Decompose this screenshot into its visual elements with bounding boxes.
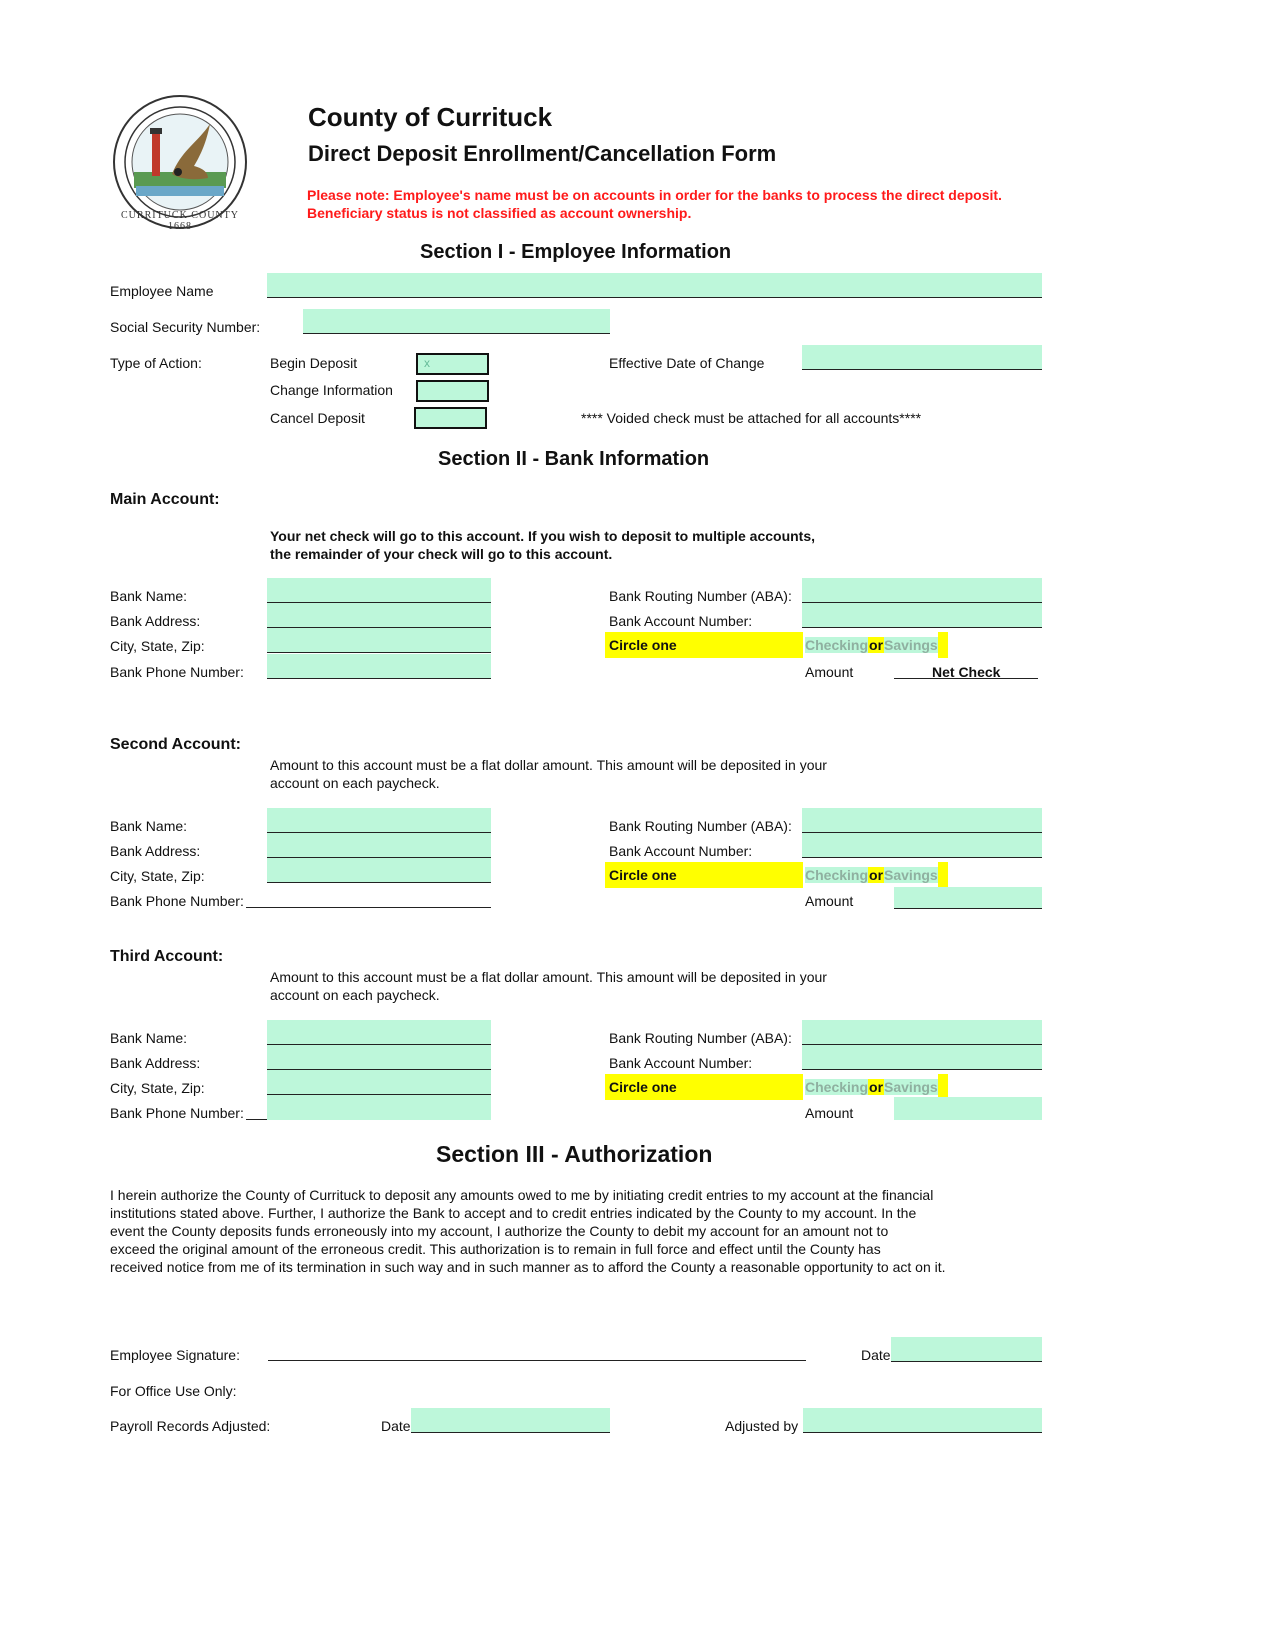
second-bank-address-field[interactable] <box>267 833 491 858</box>
begin-deposit-checkbox[interactable]: x <box>416 353 489 375</box>
authorization-line2: institutions stated above. Further, I authorize the Bank to accept and to credit entries indicated by the County to my account. In the <box>110 1205 917 1221</box>
authorization-line4: exceed the original amount of the erroneous credit. This authorization is to remain in full force and effect until the County has <box>110 1241 881 1257</box>
third-city-state-zip-label: City, State, Zip: <box>110 1080 205 1096</box>
change-information-label: Change Information <box>270 382 393 398</box>
change-information-checkbox[interactable] <box>416 380 489 402</box>
main-routing-field[interactable] <box>802 578 1042 603</box>
cancel-deposit-checkbox[interactable] <box>414 407 487 429</box>
third-account-number-label: Bank Account Number: <box>609 1055 753 1071</box>
second-city-state-zip-label: City, State, Zip: <box>110 868 205 884</box>
main-routing-label: Bank Routing Number (ABA): <box>609 588 792 604</box>
third-bank-name-field[interactable] <box>267 1020 491 1045</box>
second-circle-one: Circle one <box>605 862 803 888</box>
second-checking-option[interactable]: Checking <box>805 867 869 883</box>
payroll-date-label: Date <box>381 1418 411 1434</box>
third-account-desc-line1: Amount to this account must be a flat dollar amount. This amount will be deposited in your <box>270 969 827 985</box>
second-bank-address-label: Bank Address: <box>110 843 201 859</box>
second-city-state-zip-field[interactable] <box>267 858 491 883</box>
main-circle-one: Circle one <box>605 632 803 658</box>
signature-date-field[interactable] <box>891 1337 1042 1362</box>
begin-deposit-label: Begin Deposit <box>270 355 358 371</box>
main-amount-label: Amount <box>805 664 854 680</box>
third-bank-phone-field[interactable] <box>267 1095 491 1120</box>
second-or-text: or <box>869 867 884 883</box>
second-account-desc-line2: account on each paycheck. <box>270 775 440 791</box>
third-bank-name-label: Bank Name: <box>110 1030 188 1046</box>
second-account-number-label: Bank Account Number: <box>609 843 753 859</box>
ssn-field[interactable] <box>303 309 610 334</box>
effective-date-field[interactable] <box>802 345 1042 370</box>
section2-heading: Section II - Bank Information <box>438 448 710 470</box>
signature-date-label: Date <box>861 1347 891 1363</box>
third-routing-label: Bank Routing Number (ABA): <box>609 1030 792 1046</box>
second-account-type[interactable] <box>805 862 948 888</box>
main-city-state-zip-field[interactable] <box>267 628 491 653</box>
main-bank-phone-field[interactable] <box>267 654 491 679</box>
adjusted-by-label: Adjusted by <box>725 1418 799 1434</box>
second-account-title: Second Account: <box>110 736 241 753</box>
third-circle-one: Circle one <box>605 1074 803 1100</box>
main-savings-option[interactable]: Savings <box>884 637 938 653</box>
second-bank-name-field[interactable] <box>267 808 491 833</box>
page-title: County of Currituck <box>308 102 553 132</box>
ownership-note-line2: Beneficiary status is not classified as account ownership. <box>307 205 692 221</box>
third-amount-field[interactable] <box>894 1097 1042 1120</box>
third-routing-field[interactable] <box>802 1020 1042 1045</box>
section1-heading: Section I - Employee Information <box>420 241 732 263</box>
third-bank-address-field[interactable] <box>267 1045 491 1070</box>
form-title: Direct Deposit Enrollment/Cancellation Form <box>308 141 777 166</box>
second-bank-phone-label: Bank Phone Number: <box>110 893 244 909</box>
main-account-type[interactable] <box>805 632 948 658</box>
effective-date-label: Effective Date of Change <box>609 355 765 371</box>
second-routing-field[interactable] <box>802 808 1042 833</box>
third-account-title: Third Account: <box>110 948 224 965</box>
third-amount-label: Amount <box>805 1105 854 1121</box>
main-bank-address-field[interactable] <box>267 603 491 628</box>
third-city-state-zip-field[interactable] <box>267 1070 491 1095</box>
cancel-deposit-label: Cancel Deposit <box>270 410 365 426</box>
main-or-text: or <box>869 637 884 653</box>
second-bank-name-label: Bank Name: <box>110 818 188 834</box>
third-or-text: or <box>869 1079 884 1095</box>
employee-name-field[interactable] <box>267 273 1042 298</box>
employee-signature-label: Employee Signature: <box>110 1347 240 1363</box>
type-of-action-label: Type of Action: <box>110 355 202 371</box>
seal-text: CURRITUCK COUNTY 1668 <box>121 210 239 232</box>
second-account-desc-line1: Amount to this account must be a flat dollar amount. This amount will be deposited in your <box>270 757 827 773</box>
second-account-number-field[interactable] <box>802 833 1042 858</box>
payroll-date-field[interactable] <box>411 1408 610 1433</box>
main-account-number-field[interactable] <box>802 603 1042 628</box>
second-amount-field[interactable] <box>894 887 1042 909</box>
main-amount-value: Net Check <box>932 664 1001 680</box>
main-city-state-zip-label: City, State, Zip: <box>110 638 205 654</box>
authorization-line1: I herein authorize the County of Currituck to deposit any amounts owed to me by initiating credit entries to my account at the financial <box>110 1187 934 1203</box>
voided-check-note: **** Voided check must be attached for all accounts**** <box>581 410 922 426</box>
main-checking-option[interactable]: Checking <box>805 637 869 653</box>
section3-heading: Section III - Authorization <box>436 1141 713 1167</box>
main-account-number-label: Bank Account Number: <box>609 613 753 629</box>
third-bank-address-label: Bank Address: <box>110 1055 201 1071</box>
ownership-note-line1: Please note: Employee's name must be on accounts in order for the banks to process the direct deposit. <box>307 187 1002 203</box>
authorization-line3: event the County deposits funds erroneously into my account, I authorize the County to debit my account for an amount not to <box>110 1223 889 1239</box>
employee-signature-line[interactable] <box>268 1360 806 1361</box>
third-bank-phone-label: Bank Phone Number: <box>110 1105 244 1121</box>
main-bank-phone-label: Bank Phone Number: <box>110 664 244 680</box>
second-bank-phone-line[interactable] <box>246 907 491 908</box>
main-bank-name-field[interactable] <box>267 578 491 603</box>
main-account-title: Main Account: <box>110 491 220 508</box>
second-savings-option[interactable]: Savings <box>884 867 938 883</box>
office-use-label: For Office Use Only: <box>110 1383 237 1399</box>
authorization-line5: received notice from me of its termination in such way and in such manner as to afford the County a reasonable opportunity to act on it. <box>110 1259 946 1275</box>
second-amount-label: Amount <box>805 893 854 909</box>
third-bank-phone-line <box>246 1119 268 1120</box>
ssn-label: Social Security Number: <box>110 319 261 335</box>
main-account-desc-line1: Your net check will go to this account. If you wish to deposit to multiple accounts, <box>270 528 816 544</box>
third-account-number-field[interactable] <box>802 1045 1042 1070</box>
main-bank-name-label: Bank Name: <box>110 588 188 604</box>
payroll-adjusted-label: Payroll Records Adjusted: <box>110 1418 271 1434</box>
third-account-desc-line2: account on each paycheck. <box>270 987 440 1003</box>
third-checking-option[interactable]: Checking <box>805 1079 869 1095</box>
employee-name-label: Employee Name <box>110 283 214 299</box>
main-account-desc-line2: the remainder of your check will go to this account. <box>270 546 613 562</box>
third-savings-option[interactable]: Savings <box>884 1079 938 1095</box>
adjusted-by-field[interactable] <box>803 1408 1042 1433</box>
main-bank-address-label: Bank Address: <box>110 613 201 629</box>
second-routing-label: Bank Routing Number (ABA): <box>609 818 792 834</box>
